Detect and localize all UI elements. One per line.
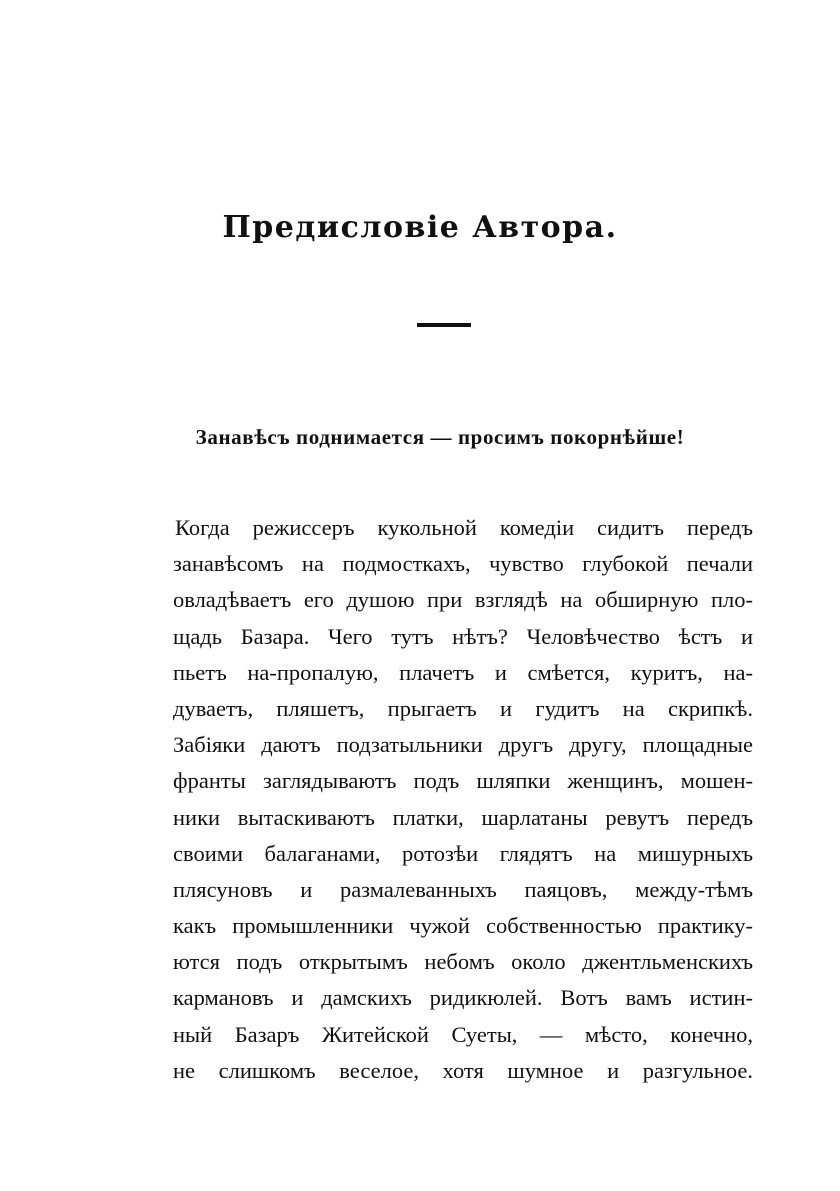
text-line: дуваетъ, пляшетъ, прыгаетъ и гудитъ на скрипкѣ. bbox=[173, 695, 753, 721]
text-line: занавѣсомъ на подмосткахъ, чувство глубокой печали bbox=[173, 551, 753, 577]
text-line: своими балаганами, ротозѣи глядятъ на мишурныхъ bbox=[173, 840, 753, 866]
text-line: какъ промышленники чужой собственностью практику- bbox=[173, 913, 753, 939]
section-subtitle: Занавѣсъ поднимается — просимъ покорнѣйше! bbox=[195, 425, 685, 449]
text-line: не слишкомъ веселое, хотя шумное и разгульное. bbox=[173, 1057, 753, 1083]
text-line: овладѣваетъ его душою при взглядѣ на обширную пло- bbox=[173, 587, 753, 613]
text-line: плясуновъ и размалеванныхъ паяцовъ, между-тѣмъ bbox=[173, 876, 753, 902]
text-line: щадь Базара. Чего тутъ нѣтъ? Человѣчество ѣстъ и bbox=[173, 623, 753, 649]
body-paragraph bbox=[173, 510, 753, 1089]
text-line: Забіяки даютъ подзатыльники другъ другу, площадные bbox=[173, 732, 753, 758]
text-line: ный Базаръ Житейской Суеты, — мѣсто, конечно, bbox=[173, 1021, 753, 1047]
text-line: пьетъ на-пропалую, плачетъ и смѣется, куритъ, на- bbox=[173, 659, 753, 685]
text-line: франты заглядываютъ подъ шляпки женщинъ, мошен- bbox=[173, 768, 753, 794]
page-title: Предисловіе Автора. bbox=[222, 210, 618, 245]
text-line: Когда режиссеръ кукольной комедіи сидитъ передъ bbox=[175, 515, 753, 540]
title-divider bbox=[417, 323, 471, 327]
text-line: кармановъ и дамскихъ ридикюлей. Вотъ вамъ истин- bbox=[173, 985, 753, 1011]
text-line: ники вытаскиваютъ платки, шарлатаны ревутъ передъ bbox=[173, 804, 753, 830]
text-line: ются подъ открытымъ небомъ около джентльменскихъ bbox=[173, 949, 753, 975]
